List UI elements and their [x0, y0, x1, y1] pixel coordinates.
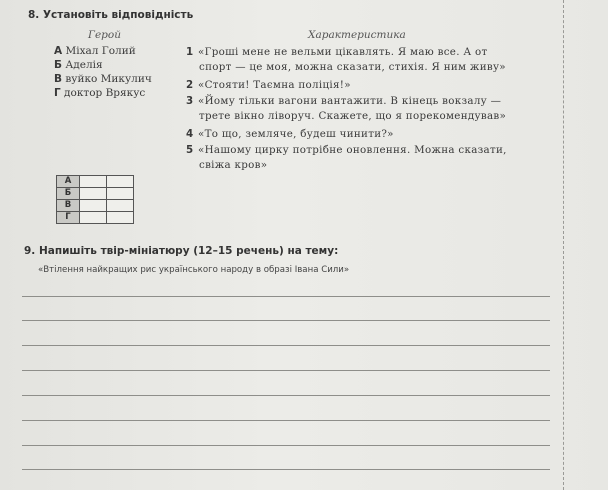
task9-topic: «Втілення найкращих рис українського народу в образі Івана Сили» [38, 265, 350, 275]
hero-name: вуйко Микулич [65, 73, 152, 85]
characteristic-text: свіжа кров» [199, 158, 268, 171]
answer-grid [56, 175, 134, 224]
answer-cell[interactable] [80, 176, 107, 188]
writing-line[interactable] [22, 370, 550, 371]
characteristic-text: трете вікно ліворуч. Скажете, що я порекомендував» [199, 109, 507, 122]
writing-line[interactable] [22, 345, 550, 346]
answer-row [57, 212, 134, 224]
characteristic-text: «Стояти! Таємна поліція!» [198, 79, 351, 91]
answer-row-letter: Г [57, 212, 80, 224]
answer-row [57, 176, 134, 188]
hero-v [54, 73, 152, 85]
hero-letter: Г [54, 87, 61, 99]
writing-line[interactable] [22, 420, 550, 421]
answer-row [57, 188, 134, 200]
answer-cell[interactable] [107, 188, 134, 200]
writing-line[interactable] [22, 296, 550, 297]
characteristic-5 [186, 143, 558, 172]
characteristic-text: «Гроші мене не вельми цікавлять. Я маю все. А от [198, 46, 488, 58]
task8-title: 8. Установіть відповідність [28, 9, 194, 21]
answer-row [57, 200, 134, 212]
answer-row-letter: В [57, 200, 80, 212]
characteristic-number: 3 [186, 95, 194, 107]
hero-name: доктор Врякус [64, 87, 146, 99]
writing-line[interactable] [22, 395, 550, 396]
answer-cell[interactable] [80, 212, 107, 224]
characteristic-text: «То що, земляче, будеш чинити?» [198, 128, 394, 140]
characteristic-text: спорт — це моя, можна сказати, стихія. Я ним живу» [199, 60, 506, 73]
characteristic-number: 5 [186, 144, 194, 156]
writing-line[interactable] [22, 320, 550, 321]
characteristic-3 [186, 94, 558, 123]
answer-cell[interactable] [80, 188, 107, 200]
page-margin-line [563, 0, 564, 490]
task9-title: 9. Напишіть твір-мініатюру (12–15 речень) на тему: [24, 245, 339, 257]
hero-b [54, 59, 103, 71]
characteristic-text: «Йому тільки вагони вантажити. В кінець вокзалу — [198, 95, 502, 107]
characteristic-2 [186, 78, 558, 93]
characteristic-1 [186, 45, 558, 74]
characteristic-number: 2 [186, 79, 194, 91]
hero-a [54, 45, 136, 57]
hero-name: Аделія [65, 59, 103, 71]
characteristic-text: «Нашому цирку потрібне оновлення. Можна сказати, [198, 144, 507, 156]
characteristic-4 [186, 127, 558, 142]
characteristics-header: Характеристика [308, 29, 406, 41]
answer-cell[interactable] [107, 212, 134, 224]
hero-name: Міхал Голий [65, 45, 136, 57]
answer-row-letter: А [57, 176, 80, 188]
characteristic-number: 4 [186, 128, 194, 140]
hero-letter: Б [54, 59, 63, 71]
hero-h [54, 87, 145, 99]
hero-letter: А [54, 45, 63, 57]
hero-letter: В [54, 73, 63, 85]
answer-row-letter: Б [57, 188, 80, 200]
writing-line[interactable] [22, 445, 550, 446]
heroes-header: Герой [88, 29, 121, 41]
characteristic-number: 1 [186, 46, 194, 58]
writing-line[interactable] [22, 469, 550, 470]
answer-cell[interactable] [80, 200, 107, 212]
answer-cell[interactable] [107, 176, 134, 188]
answer-cell[interactable] [107, 200, 134, 212]
